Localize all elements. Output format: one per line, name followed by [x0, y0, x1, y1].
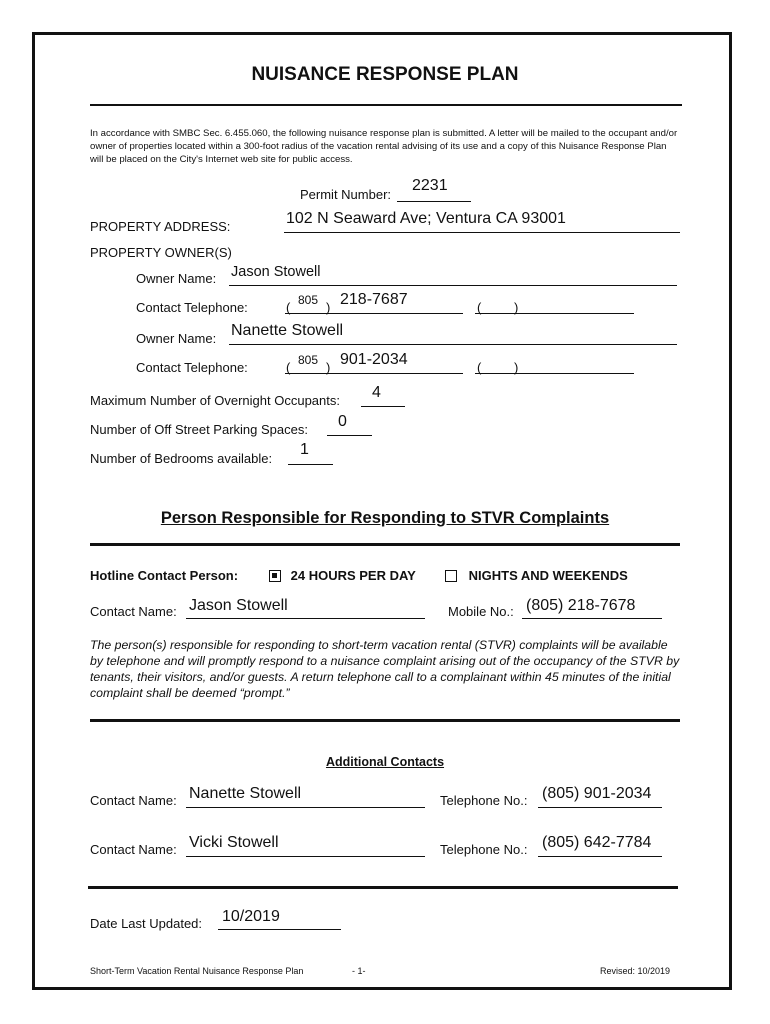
additional-2-name-label: Contact Name:: [90, 842, 177, 857]
owner-1-alt-paren-open: (: [477, 300, 482, 315]
parking-label: Number of Off Street Parking Spaces:: [90, 422, 308, 437]
intro-paragraph: In accordance with SMBC Sec. 6.455.060, the following nuisance response plan is submitted. A letter will be mailed to the occupant and/or owner of properties located within a 300-foot radius of the vacation rental advising of its use and a copy of this Nuisance Response Plan will be placed on the City's Internet web site for public access.: [90, 128, 678, 165]
owner-2-alt-paren-open: (: [477, 360, 482, 375]
section-title: Person Responsible for Responding to STVR Complaints: [160, 509, 610, 527]
permit-label: Permit Number:: [300, 187, 392, 202]
permit-value: 2231: [412, 177, 448, 194]
property-address-value: 102 N Seaward Ave; Ventura CA 93001: [286, 210, 566, 227]
additional-1-name: Nanette Stowell: [189, 785, 302, 802]
section-divider: [90, 543, 680, 546]
contacts-divider: [88, 886, 678, 889]
additional-2-tel: (805) 642-7784: [542, 834, 652, 851]
owner-1-area-code: 805: [298, 293, 319, 307]
owner-1-phone: 218-7687: [340, 291, 408, 308]
policy-paragraph: The person(s) responsible for responding to short-term vacation rental (STVR) complaints will be available by telephone and will promptly respond to a nuisance complaint arising out of the occupancy of the STVR by tenants, their visitors, and/or guests. A return telephone call to a complainant within 45 minutes of the initial complaint shall be deemed “prompt.”: [90, 638, 680, 700]
additional-1-name-label: Contact Name:: [90, 793, 177, 808]
owner-2-name: Nanette Stowell: [231, 322, 344, 339]
occupants-underline: [361, 392, 405, 407]
property-address-label: PROPERTY ADDRESS:: [90, 219, 231, 234]
owner-2-phone: 901-2034: [340, 351, 408, 368]
owner-2-paren-close: ): [326, 360, 331, 375]
additional-2-tel-label: Telephone No.:: [440, 842, 528, 857]
owner-1-alt-tel-underline: [475, 298, 634, 314]
owner-1-paren-close: ): [326, 300, 331, 315]
owner-1-name: Jason Stowell: [231, 264, 321, 280]
additional-1-tel: (805) 901-2034: [542, 785, 652, 802]
owner-1-alt-paren-close: ): [514, 300, 519, 315]
mobile-label: Mobile No.:: [448, 604, 514, 619]
additional-contacts-title: Additional Contacts: [325, 755, 445, 769]
owner-1-name-label: Owner Name:: [136, 271, 217, 286]
document-title: NUISANCE RESPONSE PLAN: [251, 64, 519, 85]
checkbox-24-hours[interactable]: [269, 570, 281, 582]
mobile-value: (805) 218-7678: [526, 597, 636, 614]
owner-2-tel-label: Contact Telephone:: [136, 360, 248, 375]
footer-page-number: - 1-: [352, 966, 366, 976]
owner-2-name-label: Owner Name:: [136, 331, 217, 346]
hotline-label: Hotline Contact Person:: [90, 568, 239, 583]
occupants-value: 4: [372, 384, 381, 401]
owner-2-area-code: 805: [298, 353, 319, 367]
footer-revised: Revised: 10/2019: [600, 966, 671, 976]
responsible-name-label: Contact Name:: [90, 604, 177, 619]
option-nights-weekends-label: NIGHTS AND WEEKENDS: [468, 568, 628, 583]
checkbox-nights-weekends[interactable]: [445, 570, 457, 582]
option-24-hours-label: 24 HOURS PER DAY: [290, 568, 416, 583]
owner-1-paren-open: (: [286, 300, 291, 315]
property-owners-label: PROPERTY OWNER(S): [90, 245, 232, 260]
additional-1-tel-label: Telephone No.:: [440, 793, 528, 808]
owner-1-tel-label: Contact Telephone:: [136, 300, 248, 315]
policy-divider: [90, 719, 680, 722]
parking-value: 0: [338, 413, 347, 430]
owner-2-paren-open: (: [286, 360, 291, 375]
updated-label: Date Last Updated:: [90, 916, 203, 931]
additional-2-name: Vicki Stowell: [189, 834, 279, 851]
option-nights-weekends[interactable]: [445, 568, 628, 583]
owner-2-alt-tel-underline: [475, 358, 634, 374]
bedrooms-label: Number of Bedrooms available:: [90, 451, 273, 466]
title-divider: [90, 104, 682, 106]
occupants-label: Maximum Number of Overnight Occupants:: [90, 393, 340, 408]
footer-title: Short-Term Vacation Rental Nuisance Response Plan: [90, 966, 304, 976]
responsible-name: Jason Stowell: [189, 597, 288, 614]
updated-value: 10/2019: [222, 908, 280, 925]
bedrooms-value: 1: [300, 441, 309, 458]
owner-2-alt-paren-close: ): [514, 360, 519, 375]
bedrooms-underline: [288, 450, 333, 465]
parking-underline: [327, 421, 372, 436]
option-24-hours[interactable]: [269, 568, 416, 583]
